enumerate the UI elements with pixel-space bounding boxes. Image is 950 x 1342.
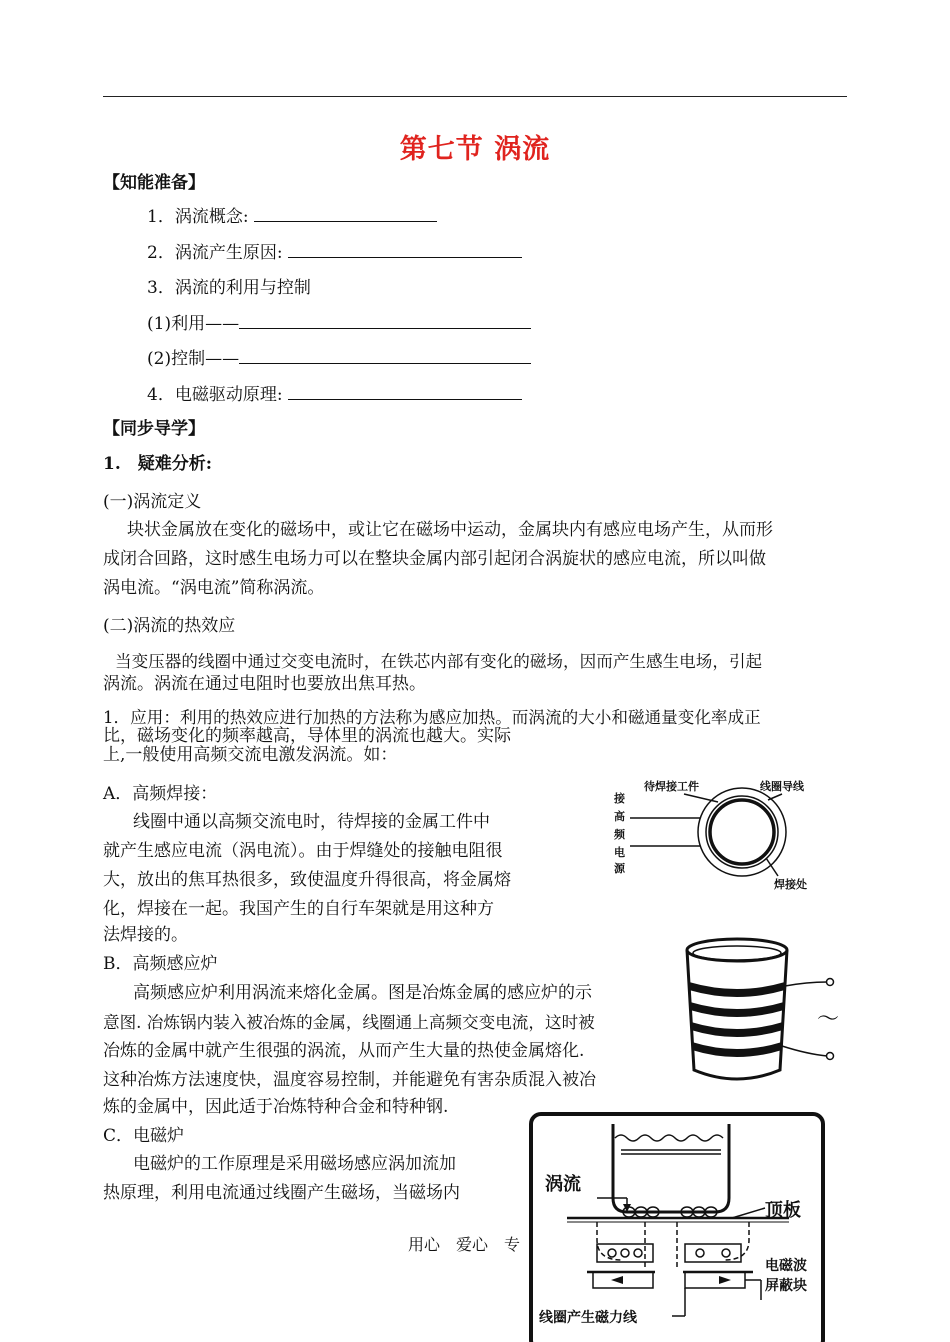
blank-line[interactable] xyxy=(288,240,522,258)
heat-line: 当变压器的线圈中通过交变电流时，在铁芯内部有变化的磁场，因而产生感生电场，引起 xyxy=(115,652,763,671)
furnace-line: 冶炼的金属中就产生很强的涡流，从而产生大量的热使金属熔化. xyxy=(103,1041,585,1061)
header-rule xyxy=(103,96,847,97)
welding-label-coil: 线圈导线 xyxy=(760,780,804,793)
cooker-line: 电磁炉的工作原理是采用磁场感应涡加流加 xyxy=(133,1154,456,1174)
cooker-figure xyxy=(527,1110,827,1342)
item-1: 1．涡流概念: xyxy=(147,203,437,232)
welding-label-work: 待焊接工件 xyxy=(644,780,699,793)
welding-figure xyxy=(600,770,830,902)
application-line: 1．应用：利用的热效应进行加热的方法称为感应加热。而涡流的大小和磁通量变化率成正 xyxy=(103,708,761,727)
item-3-2: (2)控制—— xyxy=(147,345,531,374)
blank-line[interactable] xyxy=(239,346,531,364)
ac-symbol: ～ xyxy=(817,1007,840,1032)
blank-line[interactable] xyxy=(288,382,522,400)
cooker-label-shield: 屏蔽块 xyxy=(765,1278,807,1294)
item-4: 4．电磁驱动原理: xyxy=(147,381,522,410)
item-3: 3．涡流的利用与控制 xyxy=(147,278,311,298)
heat-line: 涡流。涡流在通过电阻时也要放出焦耳热。 xyxy=(103,674,426,694)
item-2: 2．涡流产生原因: xyxy=(147,239,522,268)
welding-line: 化，焊接在一起。我国产生的自行车架就是用这种方 xyxy=(103,899,494,919)
furnace-line: 意图. 冶炼锅内装入被冶炼的金属，线圈通上高频交变电流，这时被 xyxy=(103,1013,595,1032)
item-3-1: (1)利用—— xyxy=(147,310,531,339)
heat-heading: (二)涡流的热效应 xyxy=(103,616,236,636)
welding-line: 就产生感应电流（涡电流）。由于焊缝处的接触电阻很 xyxy=(103,841,503,861)
definition-line: 成闭合回路，这时感生电场力可以在整块金属内部引起闭合涡旋状的感应电流，所以叫做 xyxy=(103,549,766,569)
page-title: 第七节 涡流 xyxy=(399,134,551,165)
welding-label-source: 电 xyxy=(614,846,625,859)
cooker-label-eddy: 涡流 xyxy=(545,1174,581,1195)
welding-label-source: 高 xyxy=(614,810,625,823)
cooker-heading: C．电磁炉 xyxy=(103,1126,185,1146)
cooker-label-shield: 电磁波 xyxy=(765,1258,807,1274)
definition-heading: (一)涡流定义 xyxy=(103,492,202,512)
section-heading-guide: 【同步导学】 xyxy=(103,419,205,439)
blank-line[interactable] xyxy=(239,311,531,329)
definition-line: 块状金属放在变化的磁场中，或让它在磁场中运动，金属块内有感应电场产生，从而形 xyxy=(127,520,773,540)
furnace-line: 高频感应炉利用涡流来熔化金属。图是冶炼金属的感应炉的示 xyxy=(133,983,592,1003)
welding-heading: A．高频焊接： xyxy=(103,784,218,804)
welding-line: 法焊接的。 xyxy=(103,925,188,945)
welding-label-weld: 焊接处 xyxy=(774,878,807,891)
blank-line[interactable] xyxy=(254,204,437,222)
cooker-label-top: 顶板 xyxy=(765,1200,801,1221)
welding-label-source: 频 xyxy=(614,828,625,841)
welding-label-source: 接 xyxy=(614,792,625,805)
footer-text: 用心 爱心 专 xyxy=(408,1235,521,1254)
definition-line: 涡电流。“涡电流”简称涡流。 xyxy=(103,578,325,598)
application-line: 上,一般使用高频交流电激发涡流。如： xyxy=(103,745,398,765)
furnace-line: 炼的金属中，因此适于冶炼特种合金和特种钢. xyxy=(103,1097,449,1117)
sub-heading-analysis: 1. 疑难分析: xyxy=(103,454,213,474)
cooker-label-field: 线圈产生磁力线 xyxy=(539,1310,637,1326)
welding-label-source: 源 xyxy=(614,862,625,875)
furnace-heading: B．高频感应炉 xyxy=(103,954,218,974)
application-line: 比，磁场变化的频率越高，导体里的涡流也越大。实际 xyxy=(103,726,511,746)
welding-line: 大，放出的焦耳热很多，致使温度升得很高，将金属熔 xyxy=(103,870,511,890)
section-heading-preparation: 【知能准备】 xyxy=(103,173,205,193)
furnace-line: 这种冶炼方法速度快，温度容易控制，并能避免有害杂质混入被冶 xyxy=(103,1070,596,1090)
cooker-line: 热原理，利用电流通过线圈产生磁场，当磁场内 xyxy=(103,1183,460,1203)
furnace-figure xyxy=(672,930,850,1095)
welding-line: 线圈中通以高频交流电时，待焊接的金属工件中 xyxy=(133,812,490,832)
